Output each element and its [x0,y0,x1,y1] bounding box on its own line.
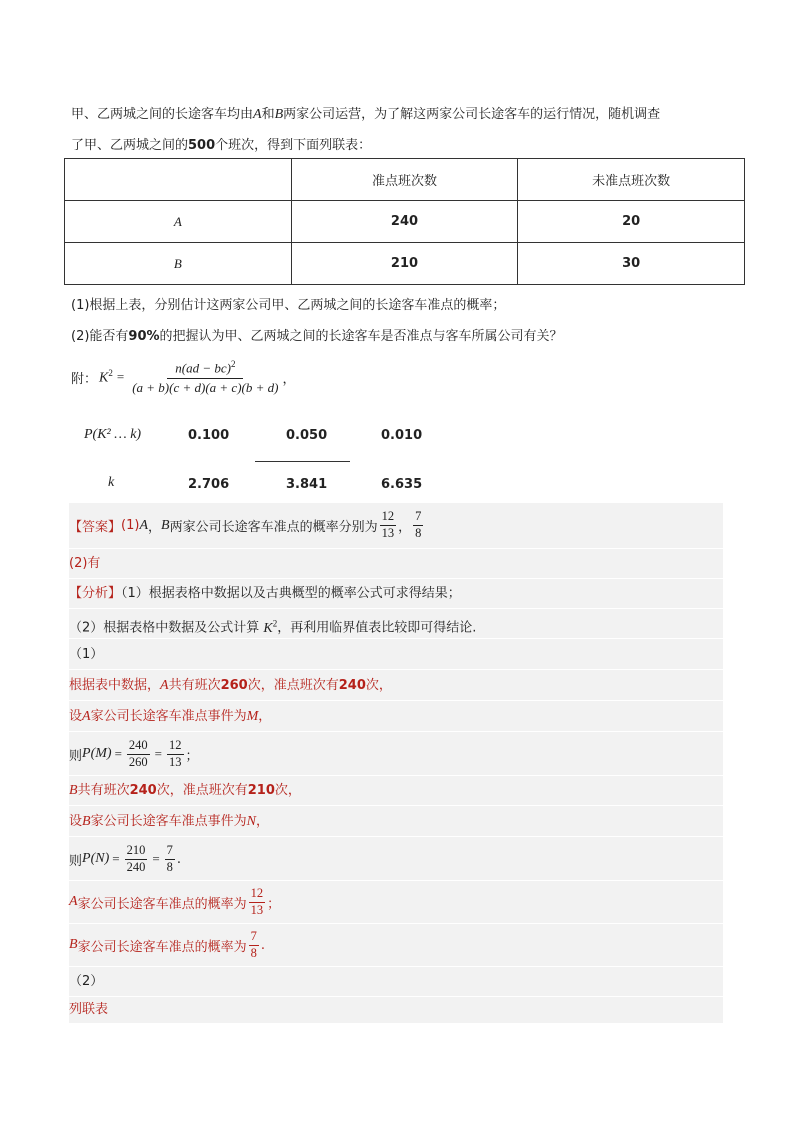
k-value: 2.706 [188,477,230,492]
question-2 [71,325,563,344]
step-var: B [82,814,91,829]
p-value: 0.100 [188,428,230,443]
answer-sep: ， [148,520,162,535]
step-text: ， [258,709,272,724]
table-header-cell: 准点班次数 [291,159,518,201]
step-var: A [69,894,78,909]
question-1 [71,294,505,313]
question-1-text: (1)根据上表，分别估计这两家公司甲、乙两城之间的长途客车准点的概率； [71,298,506,313]
table-header-cell [65,159,292,201]
frac-den: 13 [381,526,395,540]
answer-text: 两家公司长途客车准点的概率分别为 [169,520,378,535]
step-7 [69,881,723,924]
intro-text: 甲、乙两城之间的长途客车均由 [71,107,254,122]
intro-line-2 [71,134,371,153]
fraction-7-8 [165,844,175,875]
intro-text-2: 了甲、乙两城之间的 [71,138,189,153]
step-var: A [160,678,169,693]
question-2-pct: 90% [128,329,160,344]
p-value: 0.010 [381,428,423,443]
table-row [65,243,745,285]
p-row-label: P(K² … k) [84,427,142,442]
step-text: 次，准点班次有 [156,783,248,798]
frac-den: 8 [166,859,173,874]
step-text: 根据表中数据， [69,678,161,693]
fraction-210-240 [125,844,148,875]
k-value: 6.635 [381,477,423,492]
fraction-12-13 [249,887,266,918]
frac-num: 12 [249,887,266,903]
table-cell: B [65,243,292,285]
step-3 [69,733,723,776]
step-var: N [246,814,256,829]
formula-k: K [99,370,109,386]
analysis-text-1: （1）根据表格中数据以及古典概型的概率公式可求得结果； [121,586,461,601]
part-1-heading [69,640,723,670]
step-var: B [69,783,78,798]
analysis-text-2: （2）根据表格中数据及公式计算 [69,620,260,636]
formula-denominator: (a + b)(c + d)(a + c)(b + d) [132,379,279,395]
answer-comma: ， [398,520,412,535]
step-num: 260 [220,678,248,693]
question-2-text-end: 的把握认为甲、乙两城之间的长途客车是否准点与客车所属公司有关？ [159,329,563,344]
step-text: 次，准点班次有 [247,678,339,693]
analysis-exp: 2 [272,618,278,628]
table-header-row [65,159,745,201]
step-num: 240 [338,678,366,693]
formula-num-exp: 2 [230,359,236,369]
var-b: B [274,107,284,122]
frac-num: 210 [125,844,148,860]
frac-den: 260 [128,754,148,769]
step-text: 家公司长途客车准点的概率为 [77,939,247,955]
p-value: 0.050 [286,428,328,443]
question-2-text: (2)能否有 [71,329,129,344]
table-cell: A [65,201,292,243]
part-1-label: （1） [69,647,104,662]
step-text: . [260,937,265,953]
frac-num: 240 [127,739,150,755]
step-text: 则 [69,853,83,869]
last-line [69,997,723,1023]
formula-lhs [99,368,113,387]
part-2-heading [69,967,723,997]
step-eq: = [152,851,160,866]
fraction-7-8 [249,930,259,961]
formula-eq: = [116,369,125,385]
analysis-k: K [263,620,273,636]
step-text: 共有班次 [77,783,130,798]
answer-tag: 【答案】 [69,520,122,535]
appendix-label: 附： [71,371,98,387]
frac-den: 240 [126,859,146,874]
step-text: 设 [69,709,83,724]
step-text: ， [255,814,269,829]
step-text: ； [185,748,199,764]
frac-den: 13 [250,902,264,917]
frac-num: 7 [249,930,259,946]
frac-den: 13 [169,754,182,769]
divider [255,461,350,462]
intro-count: 500 [188,138,216,153]
intro-text-2-end: 个班次，得到下面列联表： [215,138,372,153]
k-row-label: k [108,475,115,490]
table-cell: 210 [291,243,518,285]
var-a: A [253,107,262,122]
answer-2: (2)有 [69,556,101,571]
analysis-tag: 【分析】 [69,586,122,601]
step-text: . [176,851,182,867]
frac-den: 8 [415,526,422,540]
frac-num: 12 [167,739,184,755]
step-text: 家公司长途客车准点事件为 [90,709,247,724]
formula-fraction [130,360,280,395]
table-cell: 240 [291,201,518,243]
fraction-240-260 [127,739,150,770]
k-value: 3.841 [286,477,328,492]
step-text: 次， [365,678,392,693]
formula-trail: ， [282,371,296,387]
step-text: 设 [69,814,83,829]
formula-numerator [167,360,243,379]
step-prob: P(N) [82,851,110,866]
step-num: 210 [247,783,275,798]
analysis-row-1 [69,579,723,609]
part-2-label: （2） [69,974,104,989]
step-1 [69,671,723,701]
table-row [65,201,745,243]
step-2 [69,702,723,732]
step-text: 共有班次 [168,678,221,693]
step-num: 240 [129,783,157,798]
step-text: 次， [274,783,301,798]
step-prob: P(M) [82,746,112,761]
step-var: A [82,709,91,724]
step-var: B [69,937,78,952]
analysis-text-2-end: ，再利用临界值表比较即可得结论. [277,620,477,636]
analysis-row-2 [69,609,723,639]
intro-and: 和 [261,107,275,122]
step-eq: = [112,851,120,866]
step-text: ； [267,896,281,912]
step-text: 家公司长途客车准点事件为 [90,814,247,829]
formula-exp: 2 [108,368,113,379]
step-eq: = [114,746,122,761]
intro-text-end: 两家公司运营，为了解这两家公司长途客车的运行情况，随机调查 [283,107,661,122]
formula-num-text: n(ad − bc) [175,360,231,376]
fraction-12-13 [380,510,397,541]
answer-2-row [69,549,723,579]
step-4 [69,776,723,806]
step-text: 家公司长途客车准点的概率为 [77,896,247,912]
frac-den: 8 [250,945,257,960]
frac-num: 12 [380,510,397,526]
answer-row [69,503,723,549]
appendix-formula [71,360,295,395]
step-var: M [246,709,259,724]
fraction-12-13 [167,739,184,770]
table-cell: 30 [518,243,745,285]
step-text: 则 [69,748,83,764]
analysis-k2 [263,618,278,636]
intro-line-1 [71,103,660,123]
frac-num: 7 [413,510,423,526]
answer-prefix: (1) [121,518,140,533]
contingency-table [64,158,745,285]
solution-block [69,503,723,1023]
fraction-7-8 [413,510,423,541]
table-header-cell: 未准点班次数 [518,159,745,201]
answer-var-a: A [139,517,148,533]
last-text: 列联表 [69,1002,109,1017]
step-6 [69,838,723,881]
answer-var-b: B [161,517,170,533]
step-8 [69,924,723,967]
frac-num: 7 [165,844,175,860]
step-eq: = [154,746,162,761]
table-cell: 20 [518,201,745,243]
step-5 [69,807,723,837]
